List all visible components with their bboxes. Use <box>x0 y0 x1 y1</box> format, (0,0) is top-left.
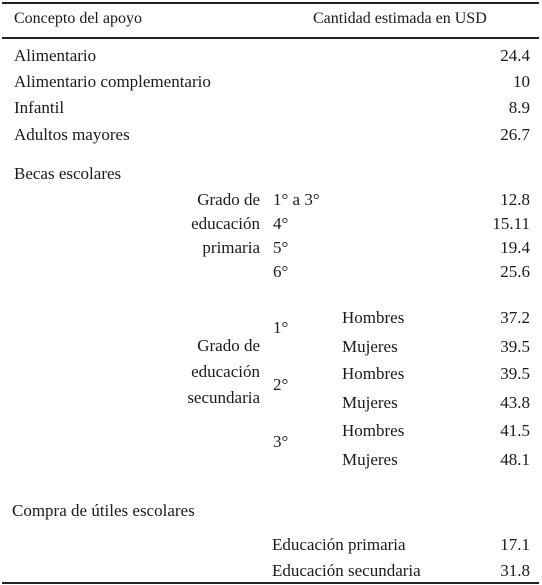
grade-label: 6° <box>273 262 289 281</box>
bottom-rule <box>2 582 539 584</box>
row-value: 8.9 <box>508 98 530 117</box>
row-label: Adultos mayores <box>14 125 130 144</box>
sex-label: Mujeres <box>342 393 398 412</box>
grade-label: 1° a 3° <box>273 190 320 209</box>
grade-value: 12.8 <box>500 190 530 209</box>
grade-value: 19.4 <box>500 238 530 257</box>
sex-label: Hombres <box>342 364 405 383</box>
section-title-utiles: Compra de útiles escolares <box>12 501 195 520</box>
section-title-becas: Becas escolares <box>14 164 122 183</box>
secundaria-label-line: Grado de <box>197 336 260 355</box>
sex-value: 48.1 <box>500 450 530 469</box>
primaria-label-line: educación <box>191 214 260 233</box>
row-value: 10 <box>513 72 530 91</box>
header-amount: Cantidad estimada en USD <box>313 10 487 27</box>
row-value: 31.8 <box>500 561 530 580</box>
header-rule <box>2 37 539 39</box>
row-label: Infantil <box>14 98 65 117</box>
sex-value: 39.5 <box>500 364 530 383</box>
row-value: 17.1 <box>500 535 530 554</box>
header-concept: Concepto del apoyo <box>14 10 142 27</box>
sex-label: Mujeres <box>342 337 398 356</box>
grade-label: 5° <box>273 238 289 257</box>
grade-label: 1° <box>273 318 289 337</box>
sex-label: Mujeres <box>342 450 398 469</box>
sex-value: 37.2 <box>500 308 530 327</box>
row-label: Educación primaria <box>272 535 406 554</box>
row-label: Educación secundaria <box>272 561 421 580</box>
row-label: Alimentario complementario <box>14 72 211 91</box>
grade-label: 4° <box>273 214 289 233</box>
row-value: 24.4 <box>500 46 530 65</box>
row-label: Alimentario <box>14 46 97 65</box>
sex-label: Hombres <box>342 421 405 440</box>
sex-label: Hombres <box>342 308 405 327</box>
primaria-label-line: primaria <box>202 238 260 257</box>
primaria-label-line: Grado de <box>197 190 260 209</box>
grade-label: 2° <box>273 375 289 394</box>
grade-value: 15.11 <box>492 214 530 233</box>
top-rule <box>2 2 539 4</box>
secundaria-label-line: secundaria <box>187 388 260 407</box>
sex-value: 43.8 <box>500 393 530 412</box>
row-value: 26.7 <box>500 125 530 144</box>
grade-label: 3° <box>273 432 289 451</box>
grade-value: 25.6 <box>500 262 530 281</box>
sex-value: 39.5 <box>500 337 530 356</box>
secundaria-label-line: educación <box>191 362 260 381</box>
sex-value: 41.5 <box>500 421 530 440</box>
